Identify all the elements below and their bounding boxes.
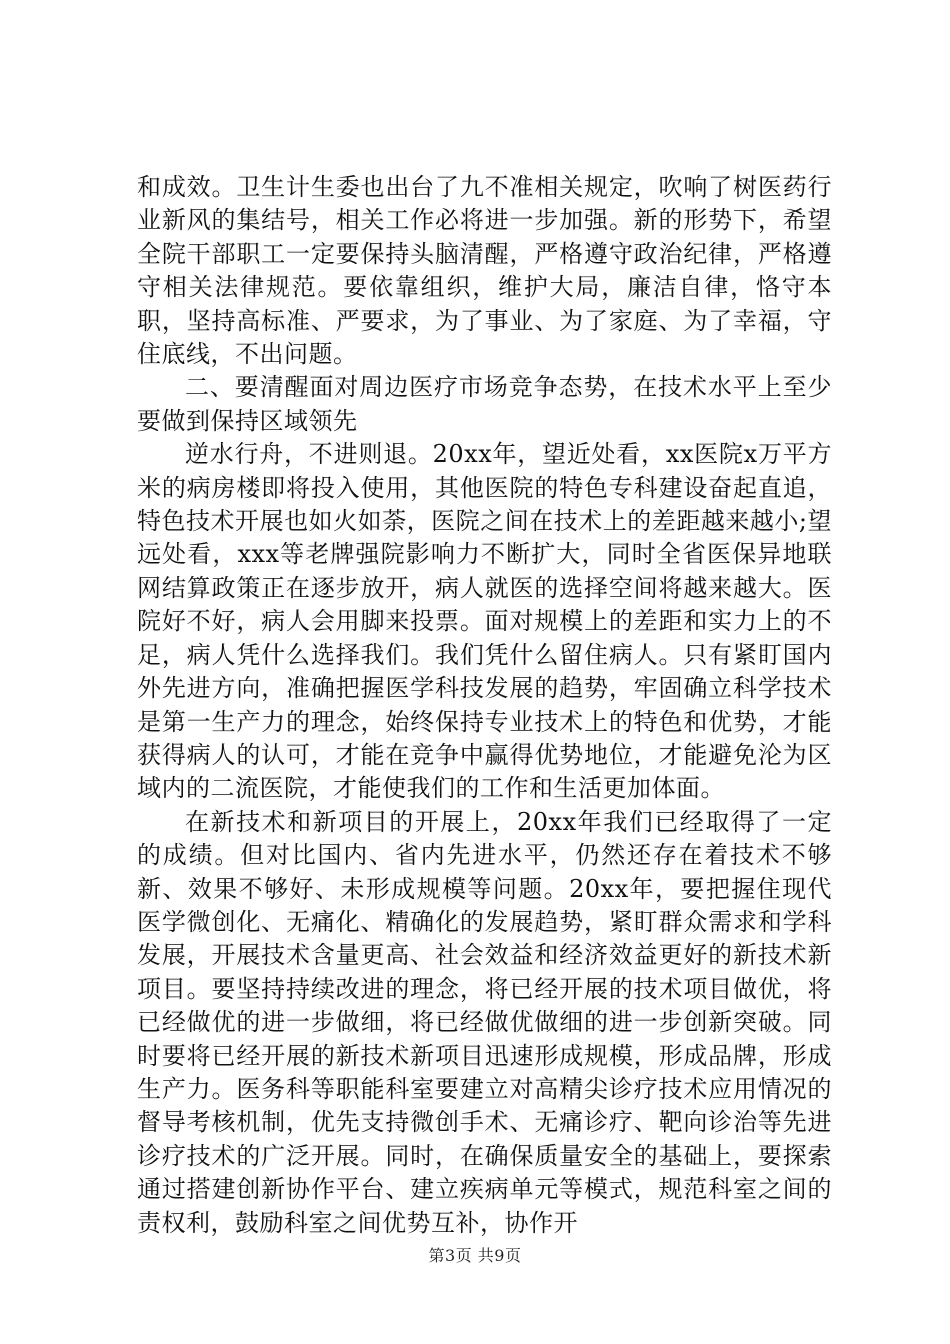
paragraph-3: 逆水行舟，不进则退。20xx年，望近处看，xx医院x万平方米的病房楼即将投入使用，其他医院的特色专科建设奋起直追，特色技术开展也如火如荼，医院之间在技术上的差距越来越小;望远处看，xxx等老牌强院影响力不断扩大，同时全省医保异地联网结算政策正在逐步放开，病人就医的选择空间将越来越大。医院好不好，病人会用脚来投票。面对规模上的差距和实力上的不足，病人凭什么选择我们。我们凭什么留住病人。只有紧盯国内外先进方向，准确把握医学科技发展的趋势，牢固确立科学技术是第一生产力的理念，始终保持专业技术上的特色和优势，才能获得病人的认可，才能在竞争中赢得优势地位，才能避免沦为区域内的二流医院，才能使我们的工作和生活更加体面。 (137, 440, 832, 803)
document-body (137, 171, 832, 1240)
paragraph-1: 和成效。卫生计生委也出台了九不准相关规定，吹响了树医药行业新风的集结号，相关工作必将进一步加强。新的形势下，希望全院干部职工一定要保持头脑清醒，严格遵守政治纪律，严格遵守相关法律规范。要依靠组织，维护大局，廉洁自律，恪守本职，坚持高标准、严要求，为了事业、为了家庭、为了幸福，守住底线，不出问题。 (137, 173, 832, 369)
paragraph-4: 在新技术和新项目的开展上，20xx年我们已经取得了一定的成绩。但对比国内、省内先进水平，仍然还存在着技术不够新、效果不够好、未形成规模等问题。20xx年，要把握住现代医学微创化、无痛化、精确化的发展趋势，紧盯群众需求和学科发展，开展技术含量更高、社会效益和经济效益更好的新技术新项目。要坚持持续改进的理念，将已经开展的技术项目做优，将已经做优的进一步做细，将已经做优做细的进一步创新突破。同时要将已经开展的新技术新项目迅速形成规模，形成品牌，形成生产力。医务科等职能科室要建立对高精尖诊疗技术应用情况的督导考核机制，优先支持微创手术、无痛诊疗、靶向诊治等先进诊疗技术的广泛开展。同时，在确保质量安全的基础上，要探索通过搭建创新协作平台、建立疾病单元等模式，规范科室之间的责权利，鼓励科室之间优势互补，协作开 (137, 807, 832, 1237)
section-heading-2: 二、要清醒面对周边医疗市场竞争态势，在技术水平上至少要做到保持区域领先 (137, 373, 832, 435)
page-footer: 第3页 共9页 (428, 1246, 522, 1265)
